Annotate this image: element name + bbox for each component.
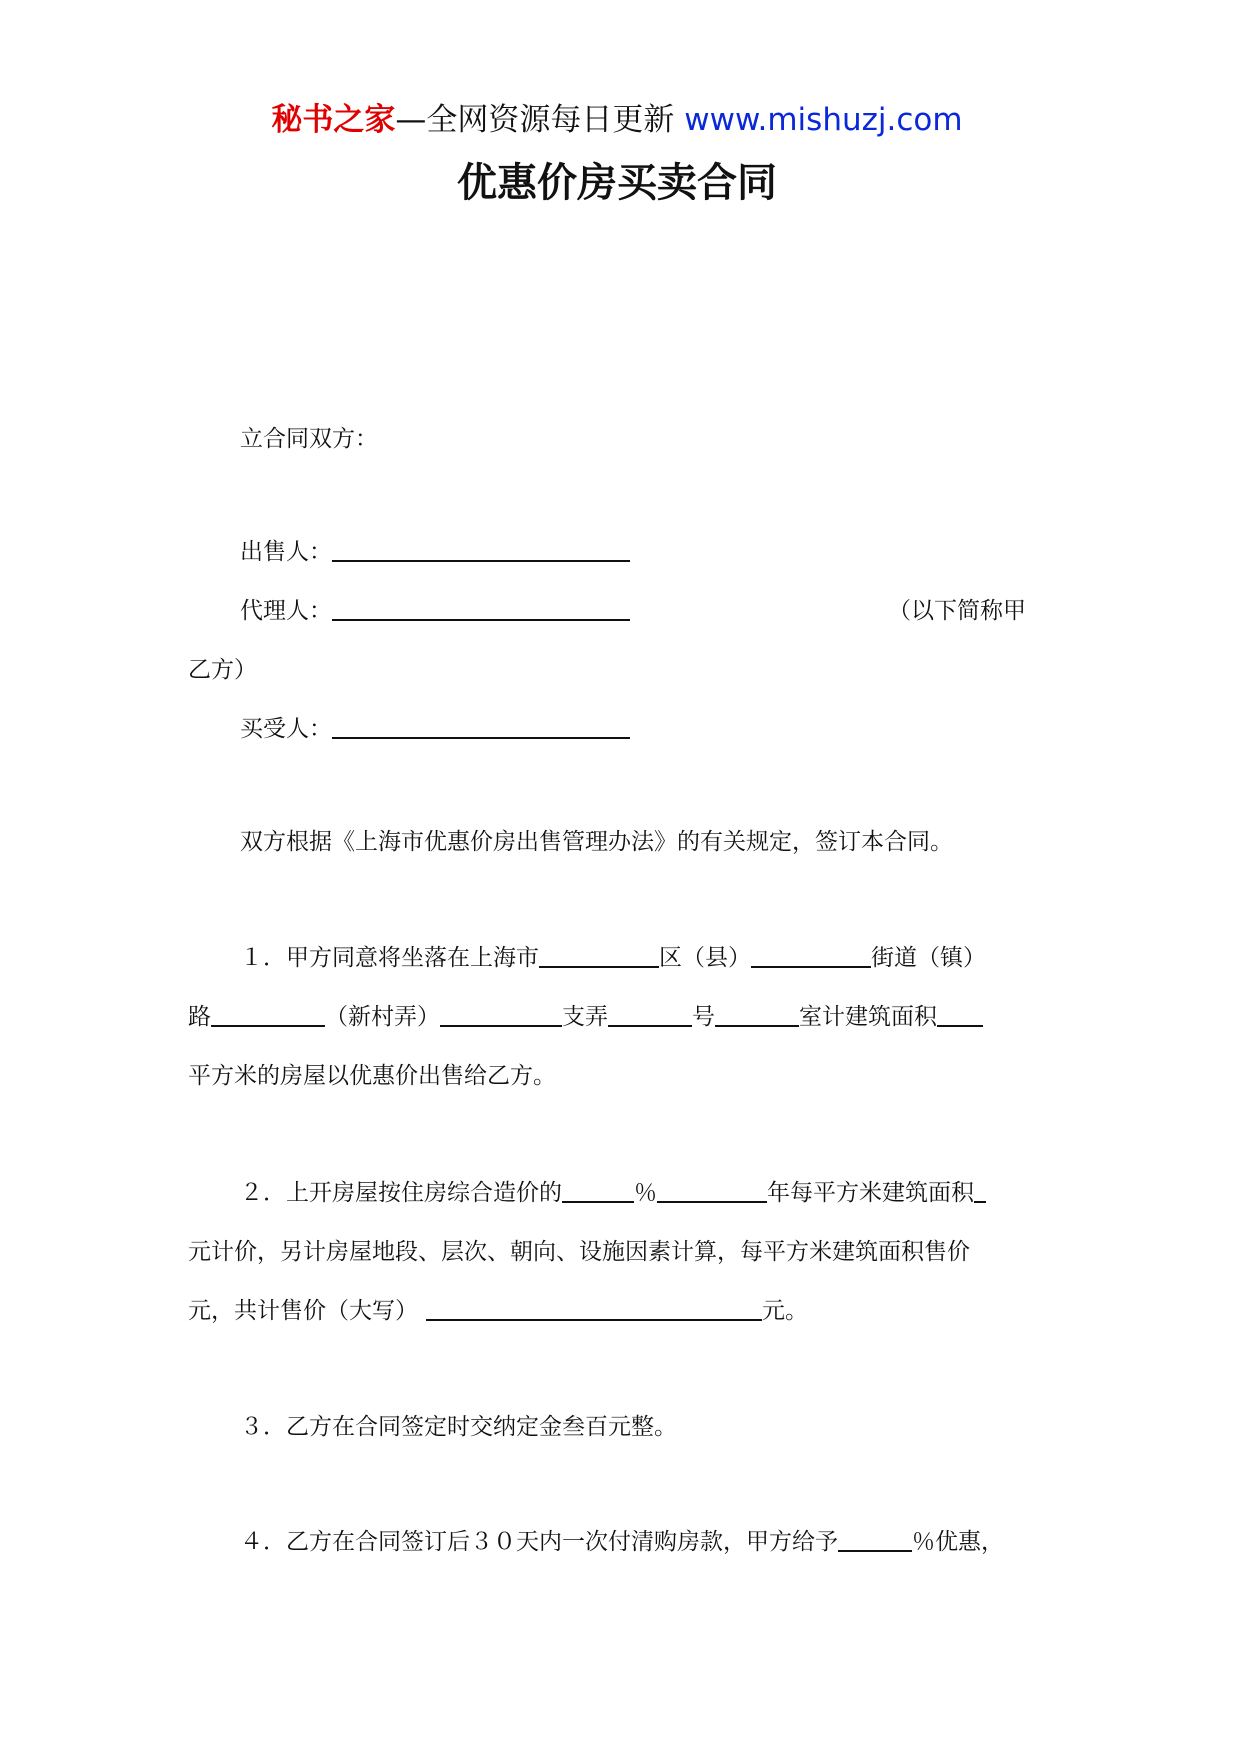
clause-2-text-f: 元。	[762, 1298, 808, 1324]
clause-1-text-b: 区（县）	[659, 945, 751, 971]
clause-4-text-a: 乙方在合同签订后３０天内一次付清购房款，甲方给予	[286, 1529, 838, 1555]
clause-1-text-a: 甲方同意将坐落在上海市	[286, 945, 539, 971]
clause-1-text-c: 街道（镇）	[871, 945, 986, 971]
seller-line	[188, 537, 1100, 567]
road-blank	[211, 1003, 325, 1027]
clause-4-text-b: ％优惠，	[912, 1529, 1004, 1555]
abbrev-note-part2: 乙方）	[188, 657, 257, 683]
header-slogan: 全网资源每日更新	[426, 102, 685, 138]
clause-1-text-g: 号	[692, 1004, 715, 1030]
clause-1-number: １．	[240, 945, 286, 971]
document-title: 优惠价房买卖合同	[457, 160, 777, 206]
clause-2-line-2: 元计价，另计房屋地段、层次、朝向、设施因素计算，每平方米建筑面积售价	[188, 1239, 970, 1265]
number-blank	[715, 1003, 799, 1027]
clause-2-line-3	[188, 1296, 1048, 1326]
percent-blank	[562, 1179, 634, 1203]
seller-blank	[332, 538, 630, 562]
clause-2-text-a: 上开房屋按住房综合造价的	[286, 1180, 562, 1206]
district-blank	[539, 944, 659, 968]
basis-paragraph: 双方根据《上海市优惠价房出售管理办法》的有关规定，签订本合同。	[240, 829, 953, 855]
clause-1-line-2	[188, 1002, 1048, 1032]
buyer-line	[188, 714, 1100, 744]
site-url[interactable]: www.mishuzj.com	[684, 102, 963, 138]
clause-2-text-c: 年每平方米建筑面积	[767, 1180, 974, 1206]
clause-1-text-h: 室计建筑面积	[799, 1004, 937, 1030]
clause-2-line-1	[188, 1178, 1100, 1208]
seller-label: 出售人：	[240, 539, 332, 565]
clause-3	[188, 1412, 1100, 1442]
clause-3-number: ３．	[240, 1414, 286, 1440]
clause-4-line-1	[188, 1527, 1100, 1557]
agent-label: 代理人：	[240, 598, 332, 624]
abbrev-note-part1: （以下简称甲	[888, 598, 1026, 624]
lane-blank	[440, 1003, 562, 1027]
site-header	[0, 100, 1234, 140]
brand-name: 秘书之家	[271, 102, 396, 138]
clause-1-text-f: 支弄	[562, 1004, 608, 1030]
year-blank	[657, 1179, 767, 1203]
header-dash: —	[395, 102, 427, 138]
parties-intro: 立合同双方：	[240, 426, 378, 452]
street-blank	[751, 944, 871, 968]
discount-blank	[838, 1528, 912, 1552]
clause-2-number: ２．	[240, 1180, 286, 1206]
buyer-blank	[332, 715, 630, 739]
clause-2-text-e: 元，共计售价（大写）	[188, 1298, 418, 1324]
clause-4-number: ４．	[240, 1529, 286, 1555]
agent-line	[188, 596, 1100, 626]
agent-blank	[332, 597, 630, 621]
total-price-blank	[426, 1297, 762, 1321]
clause-1-line-1	[188, 943, 1100, 973]
clause-2-text-b: ％	[634, 1180, 657, 1206]
clause-3-text: 乙方在合同签定时交纳定金叁百元整。	[286, 1414, 677, 1440]
unit-price-blank	[974, 1179, 986, 1203]
clause-1-text-d: 路	[188, 1004, 211, 1030]
clause-1-text-e: （新村弄）	[325, 1004, 440, 1030]
clause-1-line-3: 平方米的房屋以优惠价出售给乙方。	[188, 1063, 556, 1089]
buyer-label: 买受人：	[240, 716, 332, 742]
branch-lane-blank	[608, 1003, 692, 1027]
area-blank	[937, 1003, 983, 1027]
